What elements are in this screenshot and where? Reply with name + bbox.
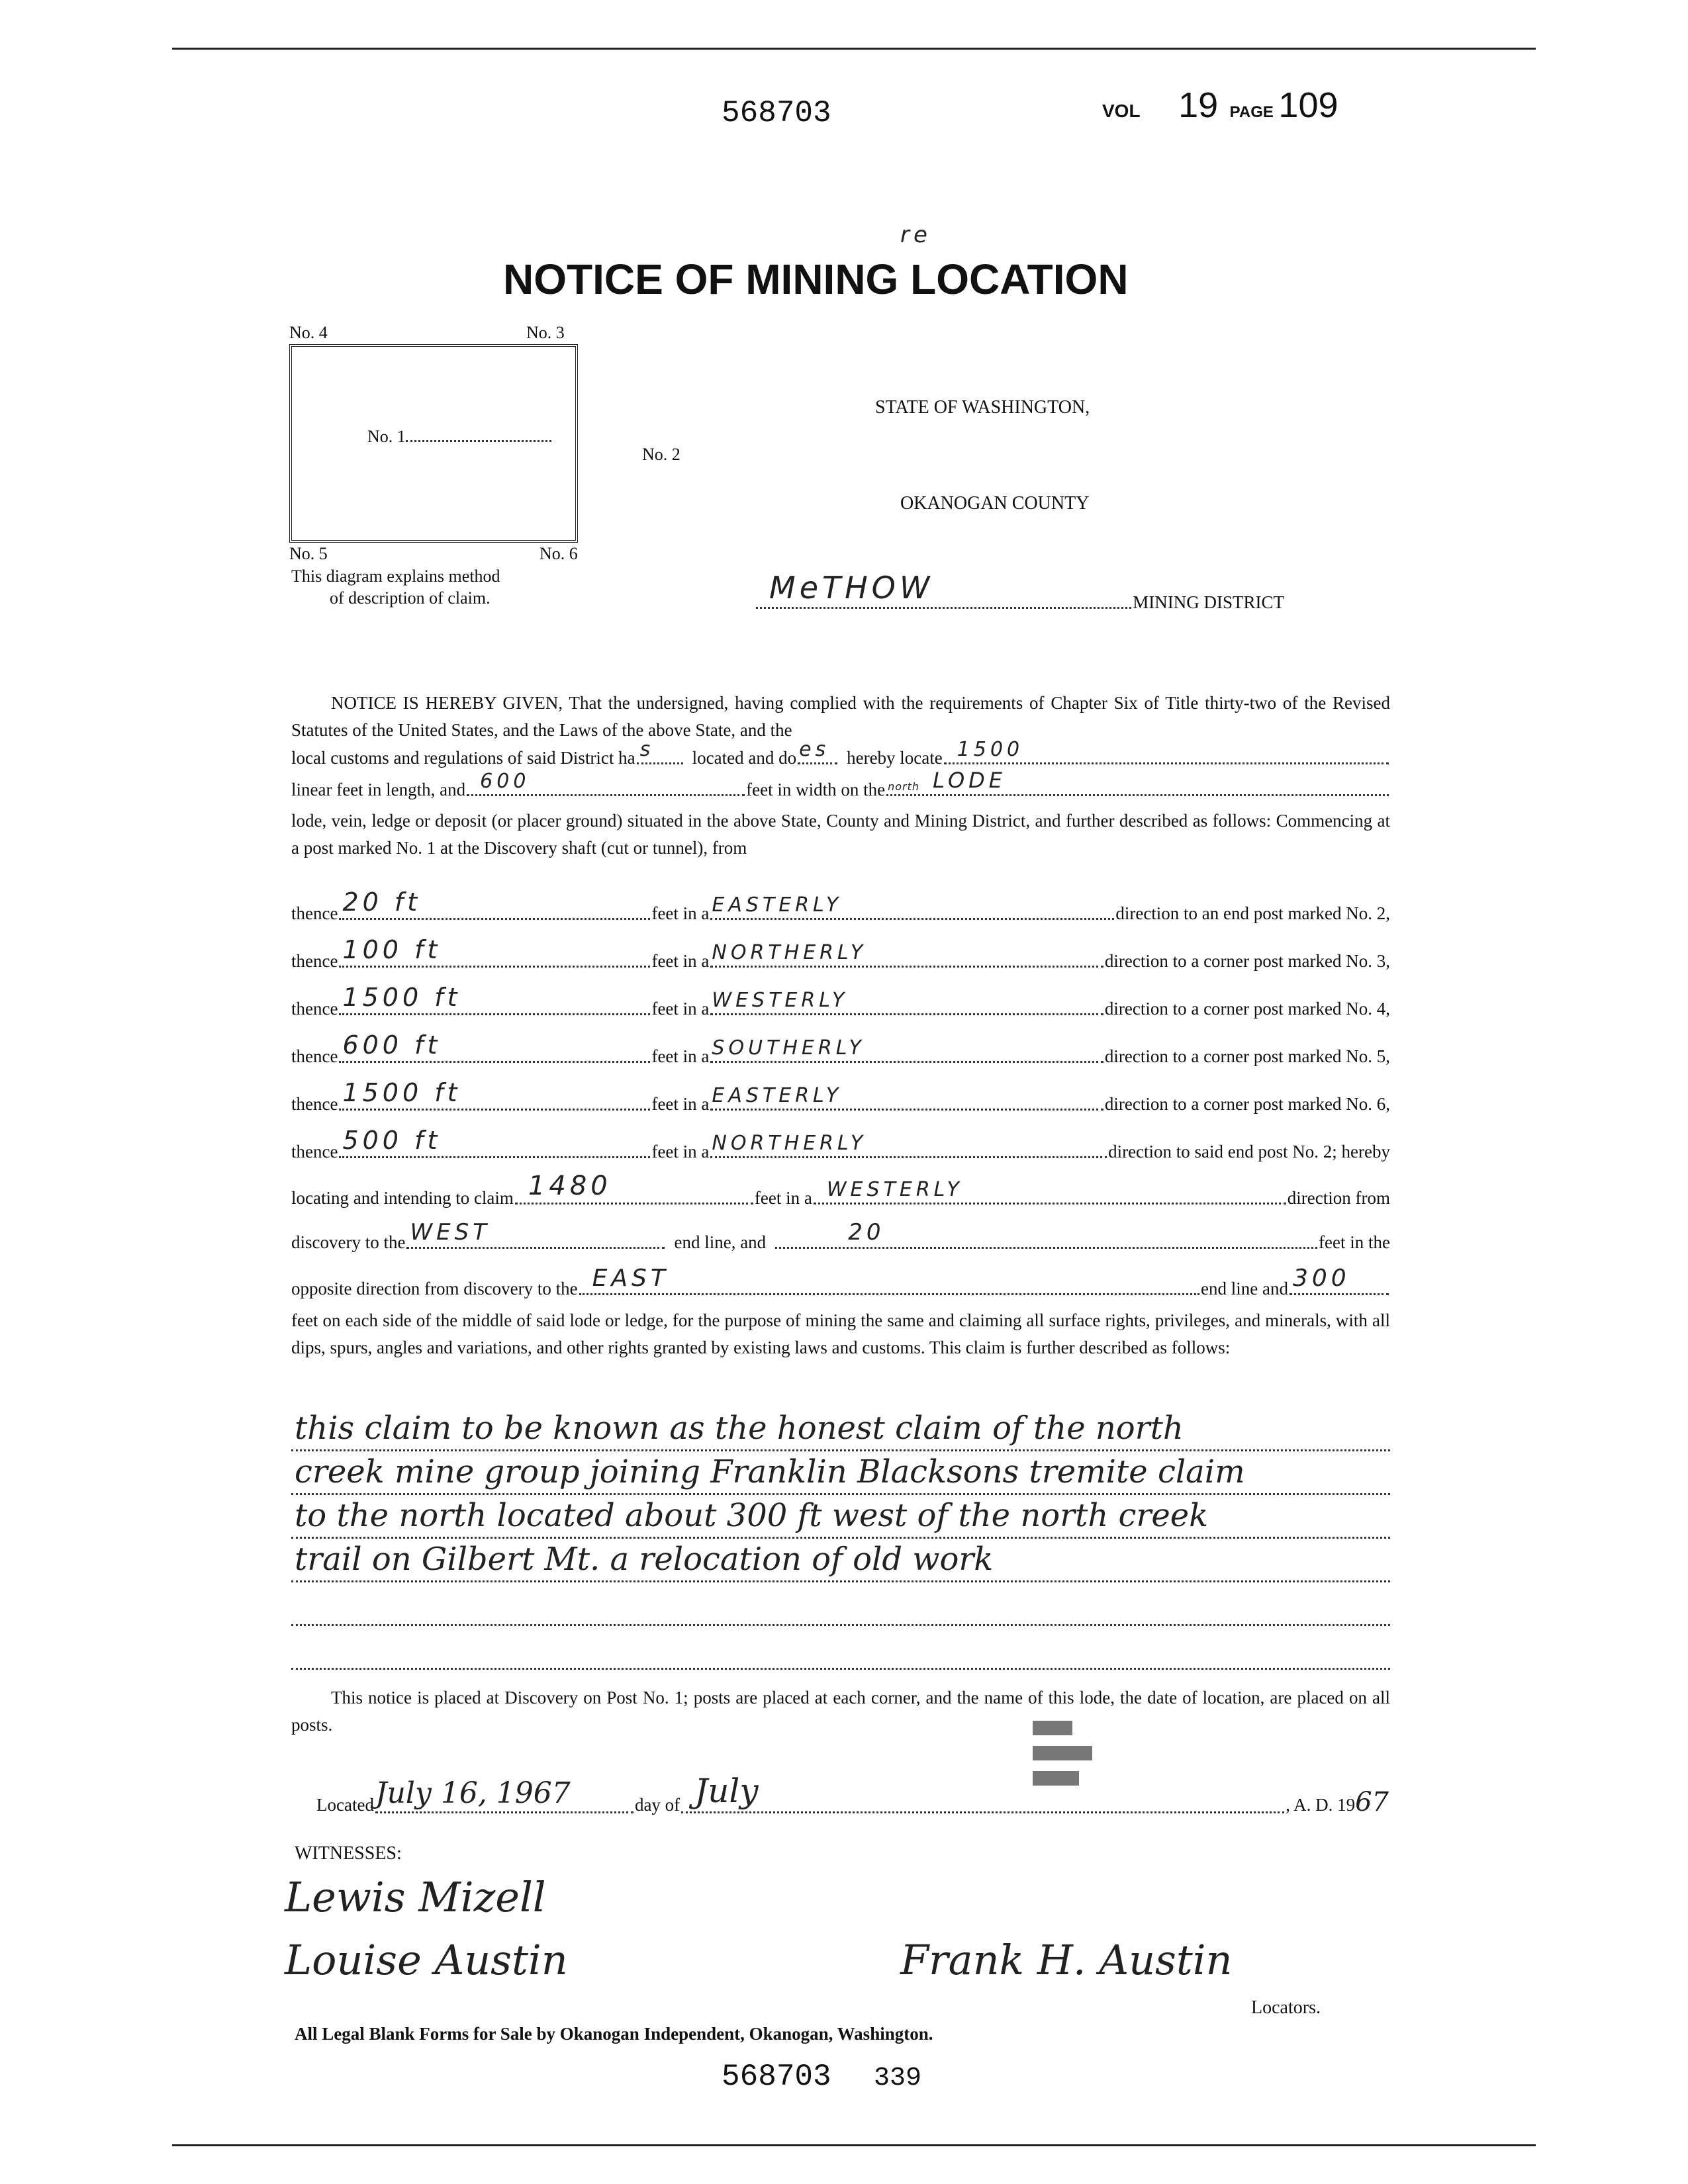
claim-description-text[interactable]: creek mine group joining Franklin Blacksons tremite claim (295, 1453, 1245, 1490)
document-number: 568703 (722, 96, 831, 130)
course-direction-field[interactable]: EASTERLY (712, 1084, 843, 1107)
course-distance-field[interactable]: 1500 ft (342, 1078, 461, 1107)
locators-label: Locators. (1251, 1997, 1321, 2018)
course-direction-field[interactable]: WESTERLY (712, 989, 849, 1012)
vol-number: 19 (1178, 85, 1219, 125)
description-line (291, 1449, 1390, 1451)
claim-line-2: discovery to the WEST end line, and 20 feet in the (291, 1219, 1390, 1252)
state-heading: STATE OF WASHINGTON, (875, 397, 1090, 418)
top-border (172, 48, 1536, 50)
diagram-caption-2: of description of claim. (330, 588, 491, 608)
width-field[interactable]: 600 (480, 770, 530, 793)
course-end-text: direction to a corner post marked No. 4, (1104, 999, 1390, 1019)
course-line (291, 1030, 1390, 1067)
located-year-field[interactable]: 67 (1355, 1787, 1389, 1817)
east-end-field[interactable]: EAST (592, 1265, 669, 1292)
feet-in-label: feet in a (651, 999, 710, 1019)
locate-line: local customs and regulations of said District ha s located and do es hereby locate 1500 (291, 748, 1390, 768)
notice-paragraph-2: lode, vein, ledge or deposit (or placer ground) situated in the above State, County and Mining District, and further described as follows: Commencing at a post marked No. 1 at the Discovery shaft (cut or tunnel), from (291, 811, 1390, 858)
district-line (755, 570, 1284, 613)
locator-signature: Frank H. Austin (900, 1936, 1233, 1984)
thence-label: thence (291, 1142, 338, 1161)
located-date-field[interactable]: July 16, 1967 (375, 1776, 571, 1810)
page-label: PAGE (1229, 103, 1274, 121)
footer-text: All Legal Blank Forms for Sale by Okanogan Independent, Okanogan, Washington. (295, 2024, 933, 2044)
district-label: MINING DISTRICT (1133, 592, 1284, 612)
description-line (291, 1624, 1390, 1626)
course-direction-field[interactable]: EASTERLY (712, 893, 843, 917)
title-annotation: re (900, 222, 931, 248)
course-distance-field[interactable]: 100 ft (342, 935, 442, 964)
posting-paragraph: This notice is placed at Discovery on Post No. 1; posts are placed at each corner, and the name of this lode, the date of location, are placed on all posts. (291, 1688, 1390, 1735)
does-field[interactable]: es (799, 738, 830, 761)
width-line: linear feet in length, and 600 feet in width on the north LODE (291, 780, 1390, 800)
claim-line-3: opposite direction from discovery to the EAST end line and 300 (291, 1279, 1390, 1299)
located-line: Located July 16, 1967 day of July , A. D. 19 67 (316, 1772, 1389, 1817)
footer-document-number: 568703 (722, 2060, 831, 2094)
course-distance-field[interactable]: 20 ft (342, 887, 422, 917)
description-line (291, 1668, 1390, 1670)
page-stamp-number: 339 (874, 2064, 922, 2093)
claim-description-text[interactable]: to the north located about 300 ft west of the north creek (295, 1497, 1209, 1534)
course-direction-field[interactable]: NORTHERLY (712, 941, 867, 964)
claim-direction-field[interactable]: WESTERLY (826, 1178, 963, 1201)
description-line (291, 1580, 1390, 1582)
course-end-text: direction to a corner post marked No. 6, (1104, 1094, 1390, 1114)
diagram-label-no5: No. 5 (289, 544, 328, 563)
witness-signature-1: Lewis Mizell (285, 1873, 546, 1921)
notice-paragraph: NOTICE IS HEREBY GIVEN, That the undersigned, having complied with the requirements of Chapter Six of Title thirty-two of the Revised Statutes of the United States, and the Laws of the above State, and the (291, 693, 1390, 740)
claim-line-1: locating and intending to claim 1480 feet in a WESTERLY direction from (291, 1171, 1390, 1208)
witness-signature-2: Louise Austin (285, 1936, 568, 1984)
thence-label: thence (291, 999, 338, 1019)
recorder-stamp (1033, 1721, 1092, 1796)
course-line (291, 887, 1390, 924)
diagram-caption: This diagram explains method (291, 567, 500, 586)
lode-note: north (888, 780, 920, 793)
located-month-field[interactable]: July (694, 1772, 759, 1810)
district-value[interactable]: MeTHOW (769, 570, 934, 606)
description-line (291, 1493, 1390, 1495)
diagram-label-no1: No. 1 (367, 427, 551, 447)
county-heading: OKANOGAN COUNTY (900, 493, 1090, 514)
course-line (291, 983, 1390, 1019)
lode-field[interactable]: LODE (933, 768, 1006, 793)
course-line (291, 1078, 1390, 1115)
course-direction-field[interactable]: SOUTHERLY (712, 1036, 865, 1060)
feet-in-label: feet in a (651, 1142, 710, 1161)
page-number: 109 (1278, 85, 1338, 125)
vol-label: VOL (1102, 101, 1141, 121)
volume-page (1102, 85, 1338, 126)
course-end-text: direction to an end post marked No. 2, (1115, 903, 1390, 923)
course-end-text: direction to a corner post marked No. 3, (1104, 951, 1390, 971)
claim-feet-field[interactable]: 1480 (528, 1171, 612, 1201)
claim-description-text[interactable]: this claim to be known as the honest claim of the north (295, 1410, 1184, 1447)
claim-paragraph: feet on each side of the middle of said lode or ledge, for the purpose of mining the same and claiming all surface rights, privileges, and minerals, with all dips, spurs, angles and variations, and other rights granted by existing laws and customs. This claim is further described as follows: (291, 1310, 1390, 1357)
course-line (291, 935, 1390, 972)
side-width-field[interactable]: 300 (1293, 1265, 1350, 1292)
claim-description-text[interactable]: trail on Gilbert Mt. a relocation of old work (295, 1541, 994, 1578)
feet-in-label: feet in a (651, 951, 710, 971)
located-label: Located (316, 1795, 374, 1815)
bottom-border (172, 2144, 1536, 2146)
diagram-label-no3: No. 3 (526, 323, 565, 342)
thence-label: thence (291, 1046, 338, 1066)
thence-label: thence (291, 1094, 338, 1114)
feet-in-label: feet in a (651, 903, 710, 923)
page-title: NOTICE OF MINING LOCATION (503, 255, 1129, 303)
feet-opposite-field[interactable]: 20 (848, 1219, 885, 1246)
length-field[interactable]: 1500 (957, 738, 1024, 761)
has-field[interactable]: s (639, 738, 655, 761)
course-distance-field[interactable]: 500 ft (342, 1126, 442, 1155)
thence-label: thence (291, 951, 338, 971)
west-end-field[interactable]: WEST (410, 1219, 491, 1246)
diagram-label-no2: No. 2 (642, 445, 680, 464)
description-line (291, 1537, 1390, 1539)
feet-in-label: feet in a (651, 1094, 710, 1114)
diagram-label-no4: No. 4 (289, 323, 328, 342)
feet-in-label: feet in a (651, 1046, 710, 1066)
course-line (291, 1126, 1390, 1162)
diagram-label-no6: No. 6 (539, 544, 578, 563)
course-end-text: direction to said end post No. 2; hereby (1108, 1142, 1390, 1161)
course-end-text: direction to a corner post marked No. 5, (1104, 1046, 1390, 1066)
witnesses-label: WITNESSES: (295, 1843, 402, 1864)
course-direction-field[interactable]: NORTHERLY (712, 1132, 867, 1155)
thence-label: thence (291, 903, 338, 923)
course-distance-field[interactable]: 1500 ft (342, 983, 461, 1012)
course-distance-field[interactable]: 600 ft (342, 1030, 442, 1060)
